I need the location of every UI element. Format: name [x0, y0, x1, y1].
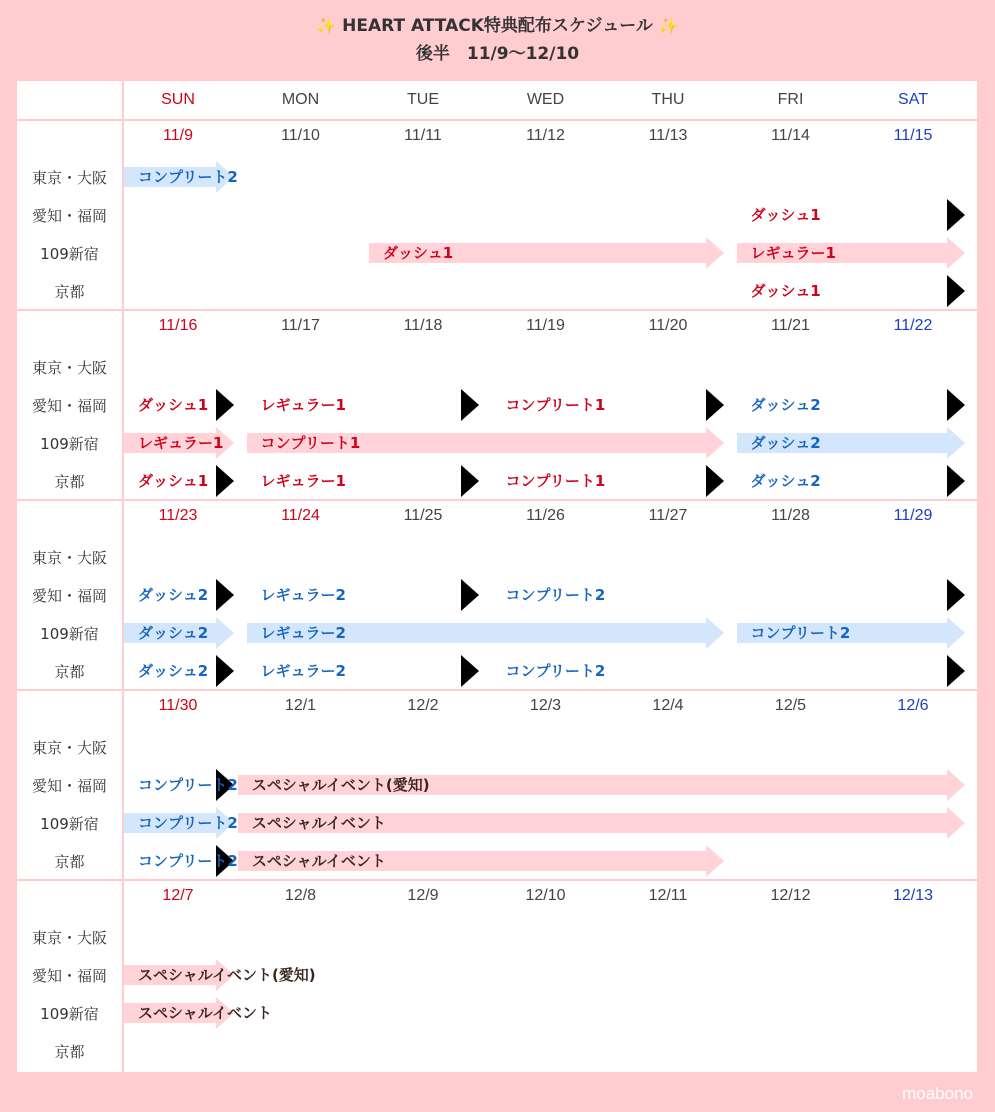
- arrow-head-icon: [706, 427, 724, 459]
- location-label: 東京・大阪: [31, 739, 107, 757]
- arrow-label: ダッシュ2: [138, 586, 209, 604]
- sparkle-icon: ✨: [658, 16, 679, 35]
- location-label: 愛知・福岡: [31, 397, 107, 415]
- arrow-label: ダッシュ2: [750, 396, 821, 414]
- title-line-1: [0, 12, 995, 40]
- arrow-head-icon: [216, 655, 234, 687]
- week-row: [17, 691, 977, 881]
- date-label: 12/4: [652, 697, 684, 714]
- date-label: 12/1: [284, 697, 317, 714]
- date-label: 11/21: [771, 317, 810, 334]
- arrow-head-icon: [461, 655, 479, 687]
- location-label: 京都: [54, 283, 85, 301]
- day-header-row: [17, 81, 977, 121]
- schedule-arrow: [492, 395, 725, 415]
- date-label: 12/2: [407, 697, 439, 714]
- schedule-arrow: [124, 585, 234, 605]
- day-header-wed: WED: [526, 91, 565, 108]
- location-label: 109新宿: [40, 435, 99, 453]
- arrow-label: コンプリート1: [260, 434, 361, 452]
- location-label: 東京・大阪: [31, 549, 107, 567]
- week-row: [17, 311, 977, 501]
- arrow-label: ダッシュ1: [138, 396, 209, 414]
- week-row: [17, 881, 977, 1071]
- day-header-fri: FRI: [777, 91, 804, 108]
- schedule-arrow: [492, 585, 966, 605]
- schedule-arrow: [124, 813, 238, 833]
- arrow-label: コンプリート2: [750, 624, 851, 642]
- schedule-arrow: [238, 813, 965, 833]
- schedule-arrow: [124, 395, 234, 415]
- location-label: 愛知・福岡: [31, 587, 107, 605]
- arrow-label: コンプリート1: [505, 396, 606, 414]
- date-label: 11/23: [158, 507, 198, 524]
- day-header-sun: SUN: [161, 91, 195, 108]
- location-label: 愛知・福岡: [31, 207, 107, 225]
- schedule-arrow: [124, 623, 234, 643]
- schedule-arrow: [238, 775, 965, 795]
- date-label: 11/11: [404, 127, 442, 144]
- arrow-label: レギュラー1: [260, 472, 346, 490]
- arrow-label: ダッシュ2: [138, 624, 209, 642]
- arrow-head-icon: [216, 617, 234, 649]
- arrow-label: レギュラー1: [260, 396, 346, 414]
- date-label: 11/13: [648, 127, 688, 144]
- schedule-arrow: [124, 167, 238, 187]
- date-label: 12/11: [648, 887, 688, 904]
- schedule-arrow: [492, 661, 966, 681]
- date-label: 11/16: [158, 317, 198, 334]
- arrow-head-icon: [947, 389, 965, 421]
- date-label: 11/22: [893, 317, 933, 334]
- schedule-arrow: [737, 433, 966, 453]
- date-label: 12/10: [525, 887, 566, 904]
- schedule-arrow: [124, 965, 316, 985]
- arrow-head-icon: [947, 807, 965, 839]
- arrow-head-icon: [461, 389, 479, 421]
- schedule-arrow: [247, 471, 480, 491]
- arrow-label: ダッシュ1: [138, 472, 209, 490]
- watermark: moabono: [902, 1084, 973, 1103]
- arrow-label: レギュラー2: [260, 662, 346, 680]
- schedule-arrow: [737, 623, 966, 643]
- arrow-label: コンプリート2: [138, 168, 238, 186]
- schedule-arrow: [247, 395, 480, 415]
- arrow-label: ダッシュ2: [750, 434, 821, 452]
- arrow-label: ダッシュ1: [750, 206, 821, 224]
- schedule-title: [0, 12, 995, 68]
- date-label: 11/30: [158, 697, 198, 714]
- date-label: 12/5: [774, 697, 807, 714]
- location-label: 109新宿: [40, 815, 99, 833]
- arrow-head-icon: [706, 465, 724, 497]
- day-header-tue: TUE: [407, 91, 439, 108]
- date-label: 12/9: [407, 887, 439, 904]
- arrow-label: スペシャルイベント: [138, 1004, 272, 1022]
- arrow-head-icon: [947, 579, 965, 611]
- schedule-arrow: [247, 623, 725, 643]
- arrow-label: レギュラー2: [260, 624, 346, 642]
- date-label: 11/29: [893, 507, 933, 524]
- date-label: 11/24: [281, 507, 320, 524]
- date-label: 11/14: [771, 127, 810, 144]
- location-label: 愛知・福岡: [31, 967, 107, 985]
- date-label: 11/26: [526, 507, 565, 524]
- schedule-arrow: [737, 395, 966, 415]
- arrow-label: ダッシュ2: [750, 472, 821, 490]
- schedule-arrow: [124, 775, 238, 795]
- date-label: 11/19: [526, 317, 565, 334]
- arrow-head-icon: [216, 389, 234, 421]
- schedule-calendar: [17, 81, 977, 1072]
- arrow-label: コンプリート2: [138, 776, 238, 794]
- schedule-arrow: [124, 1003, 272, 1023]
- arrow-label: スペシャルイベント: [251, 852, 386, 870]
- arrow-head-icon: [706, 237, 724, 269]
- arrow-head-icon: [216, 579, 234, 611]
- arrow-label: レギュラー1: [138, 434, 224, 452]
- date-label: 12/12: [770, 887, 811, 904]
- date-label: 12/6: [897, 697, 929, 714]
- day-header-sat: SAT: [898, 91, 928, 108]
- location-label: 東京・大阪: [31, 929, 107, 947]
- arrow-label: ダッシュ2: [138, 662, 209, 680]
- arrow-head-icon: [947, 275, 965, 307]
- schedule-arrow: [737, 471, 966, 491]
- arrow-label: コンプリート2: [505, 662, 606, 680]
- location-label: 京都: [54, 473, 85, 491]
- week-row: [17, 501, 977, 691]
- location-label: 109新宿: [40, 625, 99, 643]
- arrow-head-icon: [216, 465, 234, 497]
- schedule-arrow: [737, 205, 966, 225]
- date-label: 11/27: [648, 507, 688, 524]
- date-label: 12/13: [892, 887, 934, 904]
- arrow-label: スペシャルイベント(愛知): [251, 776, 430, 794]
- arrow-head-icon: [947, 427, 965, 459]
- location-label: 東京・大阪: [31, 359, 107, 377]
- arrow-label: コンプリート2: [138, 852, 238, 870]
- arrow-label: ダッシュ1: [383, 244, 454, 262]
- arrow-label: ダッシュ1: [750, 282, 821, 300]
- day-header-mon: MON: [281, 91, 320, 108]
- schedule-arrow: [369, 243, 724, 263]
- arrow-label: レギュラー1: [750, 244, 836, 262]
- schedule-arrow: [124, 433, 234, 453]
- date-label: 12/8: [284, 887, 317, 904]
- schedule-arrow: [247, 585, 480, 605]
- date-label: 11/12: [526, 127, 565, 144]
- date-label: 11/15: [893, 127, 933, 144]
- location-label: 京都: [54, 853, 85, 871]
- arrow-label: レギュラー2: [260, 586, 346, 604]
- week-row: [17, 121, 977, 311]
- day-header-thu: THU: [651, 91, 685, 108]
- title-text: HEART ATTACK特典配布スケジュール: [342, 16, 653, 36]
- schedule-arrow: [492, 471, 725, 491]
- location-label: 109新宿: [40, 1005, 99, 1023]
- title-subtitle: 後半 11/9〜12/10: [415, 44, 580, 64]
- arrow-head-icon: [947, 199, 965, 231]
- arrow-label: スペシャルイベント: [251, 814, 386, 832]
- schedule-arrow: [238, 851, 724, 871]
- schedule-arrow: [247, 433, 725, 453]
- location-label: 京都: [54, 1043, 85, 1061]
- date-label: 12/3: [529, 697, 562, 714]
- date-label: 11/10: [281, 127, 320, 144]
- arrow-head-icon: [947, 237, 965, 269]
- schedule-arrow: [247, 661, 480, 681]
- arrow-head-icon: [706, 617, 724, 649]
- date-label: 11/28: [771, 507, 810, 524]
- schedule-arrow: [737, 281, 966, 301]
- arrow-label: コンプリート2: [138, 814, 238, 832]
- arrow-head-icon: [947, 617, 965, 649]
- location-label: 愛知・福岡: [31, 777, 107, 795]
- date-label: 12/7: [162, 887, 194, 904]
- date-label: 11/20: [648, 317, 688, 334]
- arrow-head-icon: [706, 845, 724, 877]
- schedule-arrow: [124, 661, 234, 681]
- arrow-head-icon: [947, 769, 965, 801]
- arrow-head-icon: [706, 389, 724, 421]
- date-label: 11/17: [281, 317, 320, 334]
- location-label: 京都: [54, 663, 85, 681]
- arrow-label: コンプリート2: [505, 586, 606, 604]
- arrow-label: スペシャルイベント(愛知): [138, 966, 316, 984]
- arrow-head-icon: [947, 465, 965, 497]
- schedule-arrow: [124, 851, 238, 871]
- arrow-head-icon: [461, 465, 479, 497]
- arrow-head-icon: [461, 579, 479, 611]
- location-label: 109新宿: [40, 245, 99, 263]
- arrow-head-icon: [947, 655, 965, 687]
- location-label: 東京・大阪: [31, 169, 107, 187]
- date-label: 11/9: [163, 127, 193, 144]
- schedule-arrow: [737, 243, 966, 263]
- sparkle-icon: ✨: [316, 16, 337, 35]
- date-label: 11/18: [403, 317, 443, 334]
- arrow-label: コンプリート1: [505, 472, 606, 490]
- date-label: 11/25: [403, 507, 443, 524]
- schedule-arrow: [124, 471, 234, 491]
